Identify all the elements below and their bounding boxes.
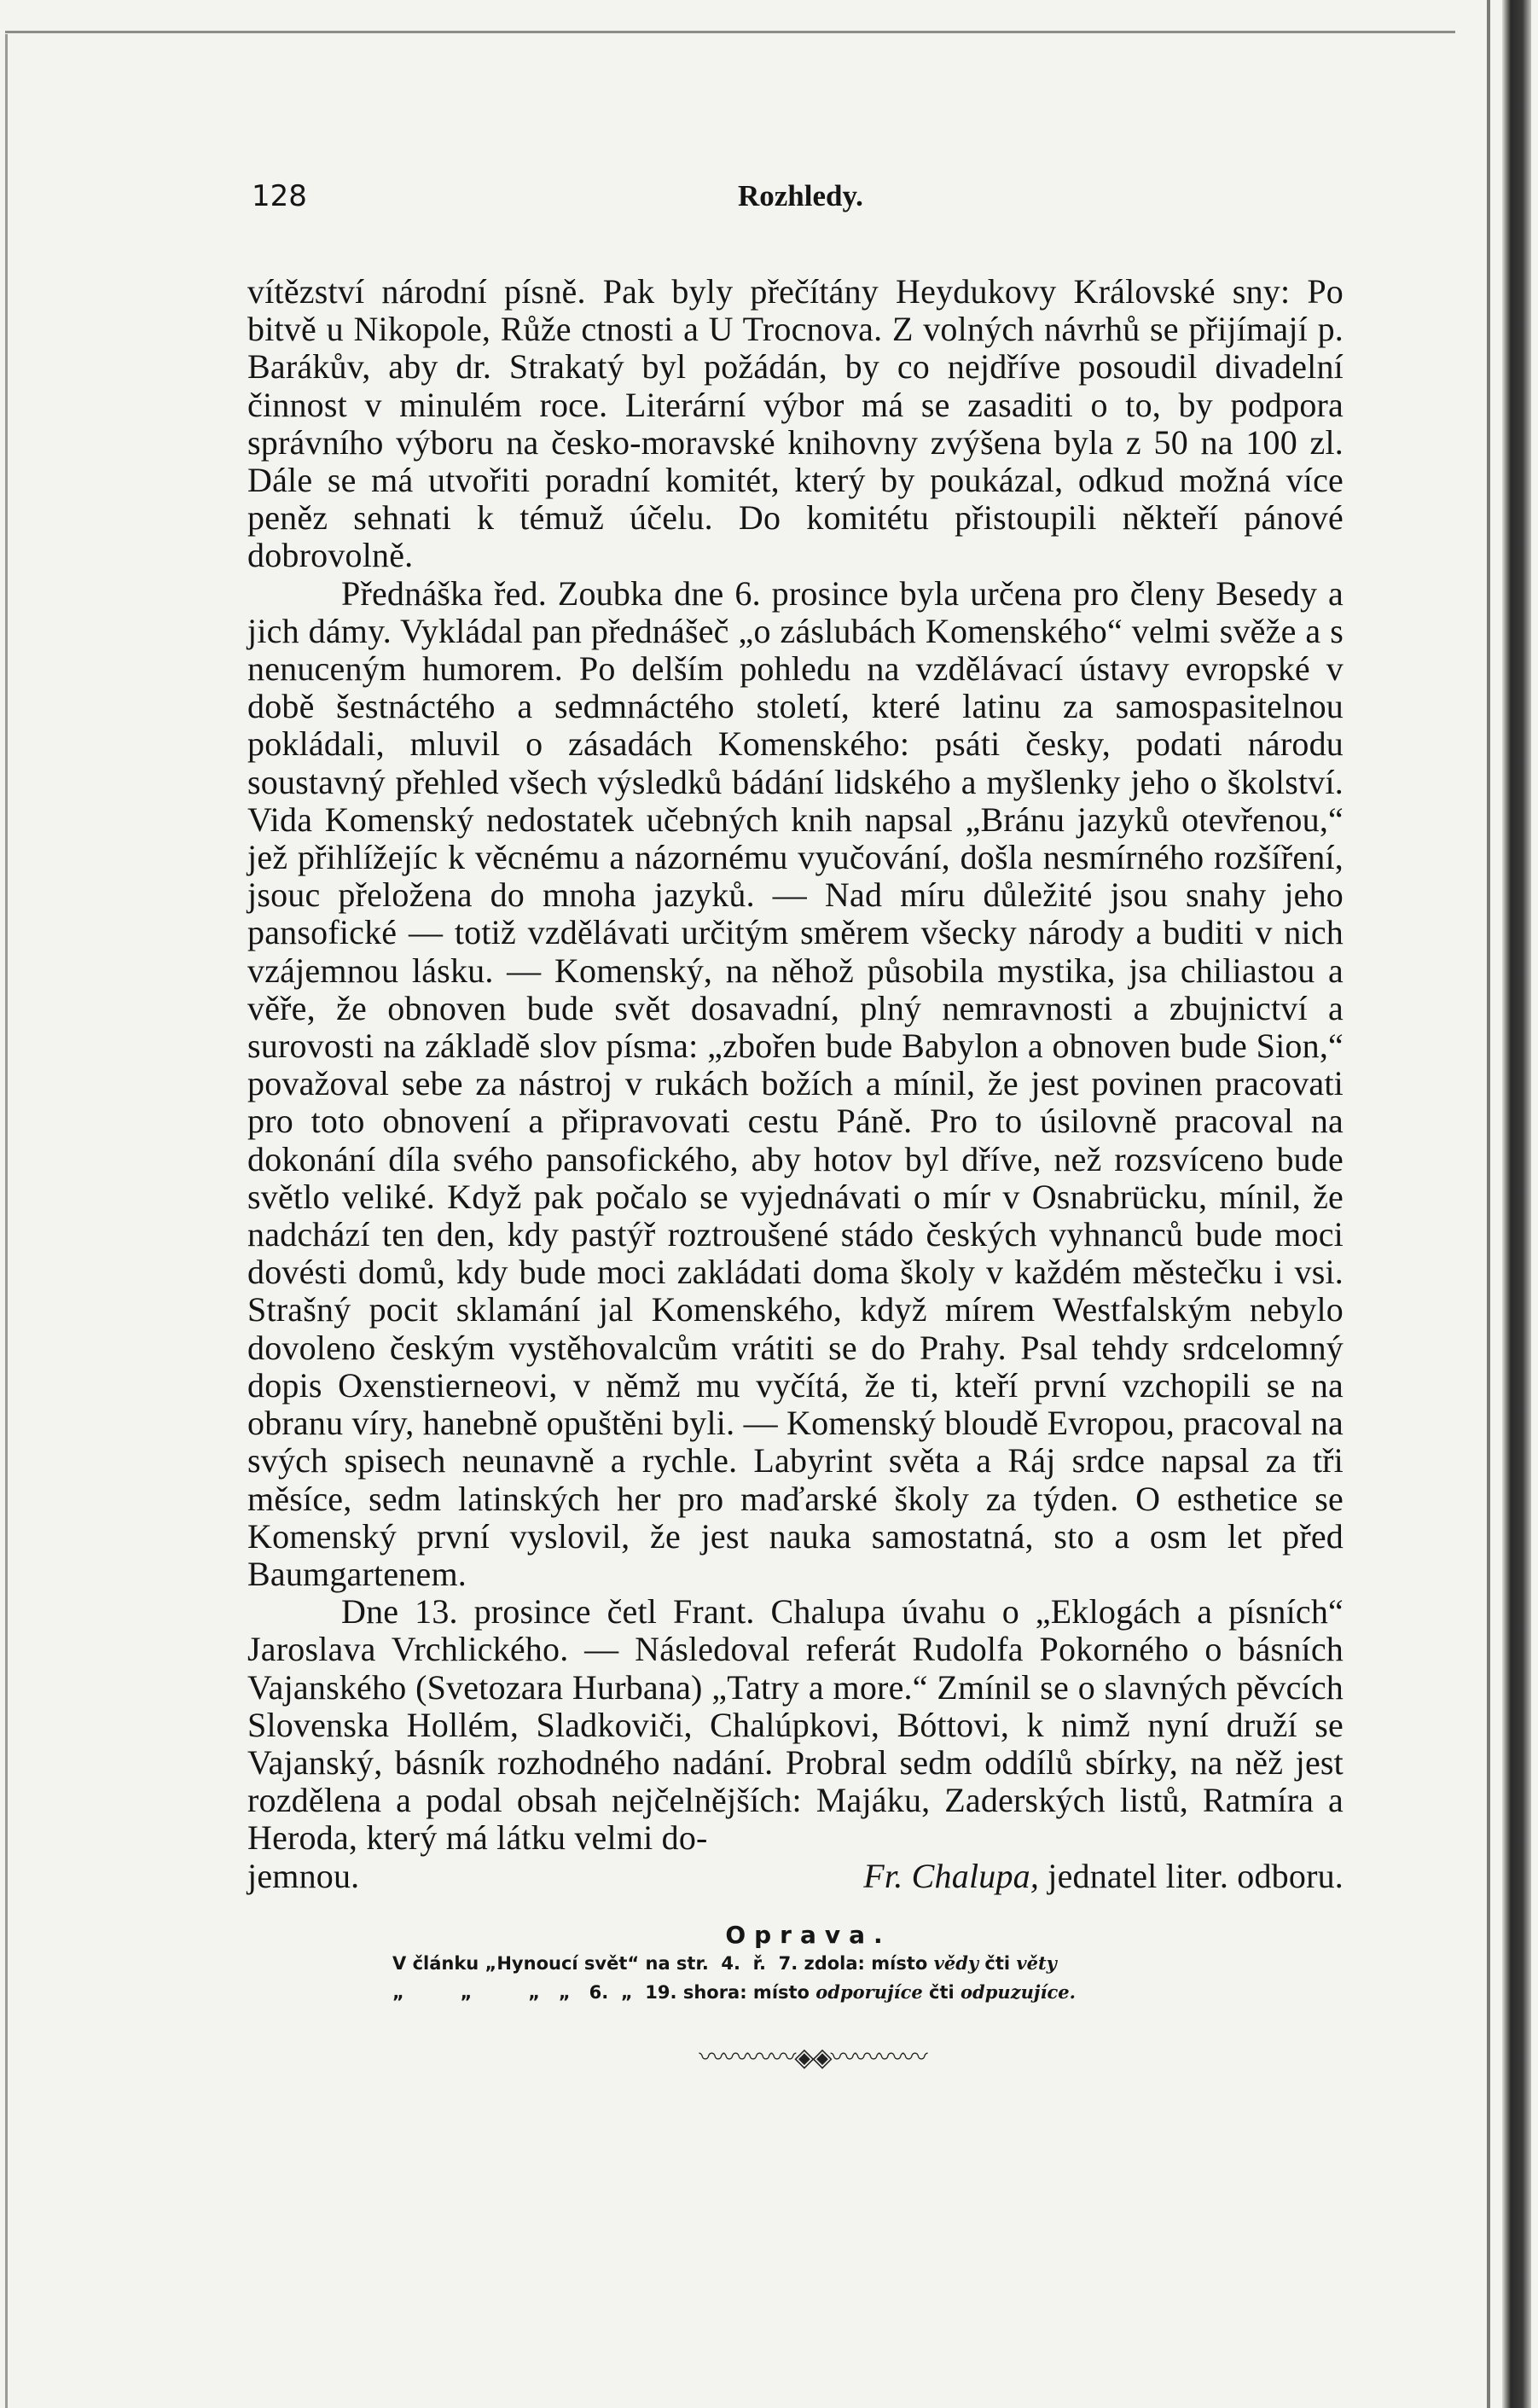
correction-block bbox=[247, 1921, 1344, 2007]
page-edge-top bbox=[5, 31, 1455, 33]
page-edge-left bbox=[5, 34, 8, 2408]
book-spine-edge bbox=[1502, 0, 1531, 2408]
correction-row-1-wrong: vědy bbox=[933, 1951, 979, 1974]
correction-row-1 bbox=[392, 1949, 1344, 1978]
signature-role: jednatel liter. odboru. bbox=[1048, 1856, 1344, 1895]
correction-row-2 bbox=[392, 1978, 1344, 2007]
signature bbox=[863, 1858, 1344, 1895]
paragraph-1: vítězství národní písně. Pak byly přečítány Heydukovy Královské sny: Po bitvě u Nikopole, Růže ctnosti a U Trocnova. Z volných návrhů se přijímají p. Barákův, aby dr. Strakatý byl požádán, by co nejdříve posoudil divadelní činnost v minulém roce. Literární výbor má se zasaditi o to, by podpora správního výboru na česko-moravské knihovny zvýšena byla z 50 na 100 zl. Dále se má utvořiti poradní komitét, který by poukázal, odkud možná více peněz sehnati k témuž účelu. Do komitétu přistoupili někteří pánové dobrovolně. bbox=[247, 272, 1344, 575]
correction-row-2-right: odpuzujíce. bbox=[961, 1980, 1076, 2003]
correction-row-2-wrong: odporujíce bbox=[815, 1980, 923, 2003]
body-text bbox=[247, 273, 1344, 1895]
page-number: 128 bbox=[252, 179, 307, 213]
page-edge-right-inner bbox=[1487, 0, 1490, 2408]
paragraph-2: Přednáška řed. Zoubka dne 6. prosince byla určena pro členy Besedy a jich dámy. Vykládal pan přednášeč „o záslubách Komenského“ velmi svěže a s nenuceným humorem. Po delším pohledu na vzdělávací ústavy evropské v době šestnáctého a sedmnáctého století, které latinu za samospasitelnou pokládali, mluvil o zásadách Komenského: psáti česky, podati národu soustavný přehled všech výsledků bádání lidského a myšlenky jeho o školství. Vida Komenský nedostatek učebných knih napsal „Bránu jazyků otevřenou,“ jež přihlížejíc k věcnému a názornému vyučování, došla nesmírného rozšíření, jsouc přeložena do mnoha jazyků. — Nad míru důležité jsou snahy jeho pansofické — totiž vzdělávati určitým směrem všecky národy a buditi v nich vzájemnou lásku. — Komenský, na něhož působila mystika, jsa chiliastou a věře, že obnoven bude svět dosavadní, plný nemravnosti a zbujnictví a surovosti na základě slov písma: „zbořen bude Babylon a obnoven bude Sion,“ považoval sebe za nástroj v rukách božích a mínil, že jest povinen pracovati pro toto obnovení a připravovati cestu Páně. Pro to úsilovně pracoval na dokonání díla svého pansofického, aby hotov byl dříve, než rozsvíceno bude světlo veliké. Když pak počalo se vyjednávati o mír v Osnabrücku, mínil, že nadchází ten den, kdy pastýř roztroušené stádo českých vyhnanců bude moci dovésti domů, kdy bude moci zakládati doma školy v každém městečku i vsi. Strašný pocit sklamání jal Komenského, když mírem Westfalským nebylo dovoleno českým vystěhovalcům vrátiti se do Prahy. Psal tehdy srdcelomný dopis Oxenstierneovi, v němž mu vyčítá, že ti, kteří první vzchopili se na obranu víry, hanebně opuštěni byli. — Komenský bloudě Evropou, pracoval na svých spisech neunavně a rychle. Labyrint světa a Ráj srdce napsal za tři měsíce, sedm latinských her pro maďarské školy za týden. O esthetice se Komenský první vyslovil, že jest nauka samostatná, sto a osm let před Baumgartenem. bbox=[247, 573, 1344, 1593]
printed-page bbox=[247, 179, 1344, 2074]
correction-row-1-mid: čti bbox=[984, 1952, 1011, 1974]
ornament-divider-icon: 〰〰〰〰◈◈〰〰〰〰 bbox=[699, 2043, 926, 2072]
correction-row-1-right: věty bbox=[1016, 1951, 1057, 1974]
running-head bbox=[247, 179, 1344, 230]
running-title: Rozhledy. bbox=[738, 179, 863, 212]
correction-row-1-prefix: V článku „Hynoucí svět“ na str. 4. ř. 7. zdola: místo bbox=[392, 1952, 928, 1974]
paragraph-3-end: jemnou. bbox=[247, 1856, 360, 1895]
signature-line bbox=[247, 1858, 1344, 1895]
correction-row-2-prefix: „ „ „ „ 6. „ 19. shora: místo bbox=[392, 1981, 810, 2003]
correction-title: Oprava. bbox=[725, 1920, 891, 1949]
paragraph-3: Dne 13. prosince četl Frant. Chalupa úvahu o „Eklogách a písních“ Jaroslava Vrchlického. — Následoval referát Rudolfa Pokorného o básních Vajanského (Svetozara Hurbana) „Tatry a more.“ Zmínil se o slavných pěvcích Slovenska Hollém, Sladkoviči, Chalúpkovi, Bóttovi, k nimž nyní druží se Vajanský, básník rozhodného nadání. Probral sedm oddílů sbírky, na něž jest rozdělena a podal obsah nejčelnějších: Majáku, Zaderských listů, Ratmíra a Heroda, který má látku velmi do- bbox=[247, 1592, 1344, 1858]
signature-name: Fr. Chalupa, bbox=[863, 1856, 1040, 1895]
correction-row-2-mid: čti bbox=[929, 1981, 955, 2003]
